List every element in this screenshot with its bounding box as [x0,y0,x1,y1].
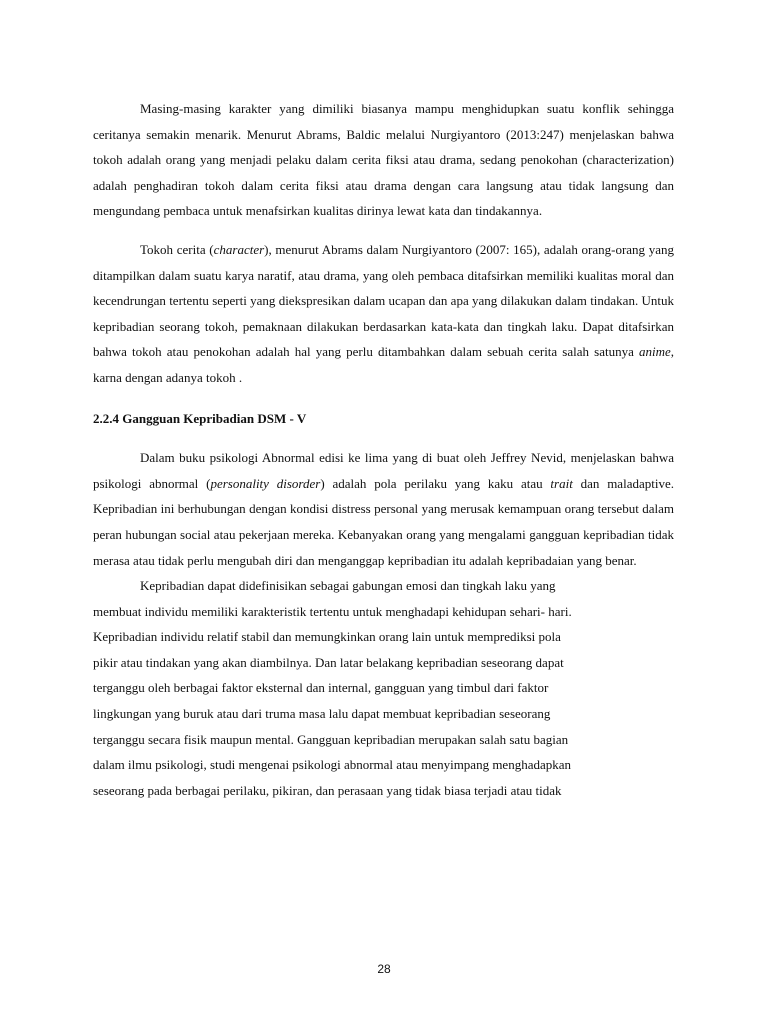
page-content [93,96,674,803]
paragraph-abnormal-psychology [93,445,674,573]
paragraph-text: ) adalah pola perilaku yang kaku atau [320,475,551,491]
paragraph-characters-conflict [93,96,674,224]
page-number: 28 [377,962,391,976]
paragraph-text: Tokoh cerita ( [140,241,214,257]
paragraph-line: terganggu oleh berbagai faktor eksternal dan internal, gangguan yang timbul dari faktor [93,680,549,696]
italic-term-anime: anime [638,344,671,360]
italic-term-character: character [213,241,265,257]
paragraph-text: Dalam buku psikologi Abnormal edisi ke lima yang di buat oleh Jeffrey Nevid, menjelaskan bahwa psikologi abnormal ( [93,450,674,491]
paragraph-line: lingkungan yang buruk atau dari truma masa lalu dapat membuat kepribadian seseorang [93,706,551,722]
paragraph-line: Kepribadian dapat didefinisikan sebagai gabungan emosi dan tingkah laku yang [140,578,556,594]
section-heading: 2.2.4 Gangguan Kepribadian DSM - V [93,410,307,426]
italic-term-personality-disorder: personality disorder [210,475,321,491]
italic-term-trait: trait [550,475,573,491]
paragraph-line: seseorang pada berbagai perilaku, pikiran, dan perasaan yang tidak biasa terjadi atau tidak [93,782,562,798]
paragraph-character-definition [93,237,674,391]
paragraph-text: dan maladaptive. Kepribadian ini berhubungan dengan kondisi distress personal yang merusak kemampuan orang tersebut dalam peran hubungan social atau pekerjaan mereka. Kebanyakan orang yang mengalami gangguan kepribadian tidak merasa atau tidak perlu mengubah diri dan menganggap kepribadian itu adalah kepribadaian yang benar. [93,475,674,568]
paragraph-line: membuat individu memiliki karakteristik tertentu untuk menghadapi kehidupan sehari- hari. [93,603,572,619]
paragraph-text: Masing-masing karakter yang dimiliki biasanya mampu menghidupkan suatu konflik sehingga ceritanya semakin menarik. Menurut Abrams, Baldic melalui Nurgiyantoro (2013:247) menjelaskan bahwa tokoh adalah orang yang menjadi pelaku dalam cerita fiksi atau drama, sedang penokohan (characterization) adalah penghadiran tokoh dalam cerita fiksi atau drama dengan cara langsung atau tidak langsung dan mengundang pembaca untuk menafsirkan kualitas dirinya lewat kata dan tindakannya. [93,101,674,219]
paragraph-line: pikir atau tindakan yang akan diambilnya. Dan latar belakang kepribadian seseorang dapat [93,654,564,670]
paragraph-line: dalam ilmu psikologi, studi mengenai psikologi abnormal atau menyimpang menghadapkan [93,757,572,773]
paragraph-text: ), menurut Abrams dalam Nurgiyantoro (2007: 165), adalah orang-orang yang ditampilkan dalam suatu karya naratif, atau drama, yang oleh pembaca ditafsirkan memiliki kualitas moral dan kecendrungan tertentu seperti yang diekspresikan dalam ucapan dan apa yang dilakukan dalam tindakan. Untuk kepribadian seorang tokoh, pemaknaan dilakukan berdasarkan kata-kata dan tingkah laku. Dapat ditafsirkan bahwa tokoh atau penokohan adalah hal yang perlu ditambahkan dalam sebuah cerita salah satunya [93,241,674,360]
paragraph-personality-definition [93,573,674,803]
paragraph-text: , karna dengan adanya tokoh . [93,344,674,385]
paragraph-line: terganggu secara fisik maupun mental. Gangguan kepribadian merupakan salah satu bagian [93,731,569,747]
paragraph-line: Kepribadian individu relatif stabil dan memungkinkan orang lain untuk memprediksi pola [93,629,561,645]
